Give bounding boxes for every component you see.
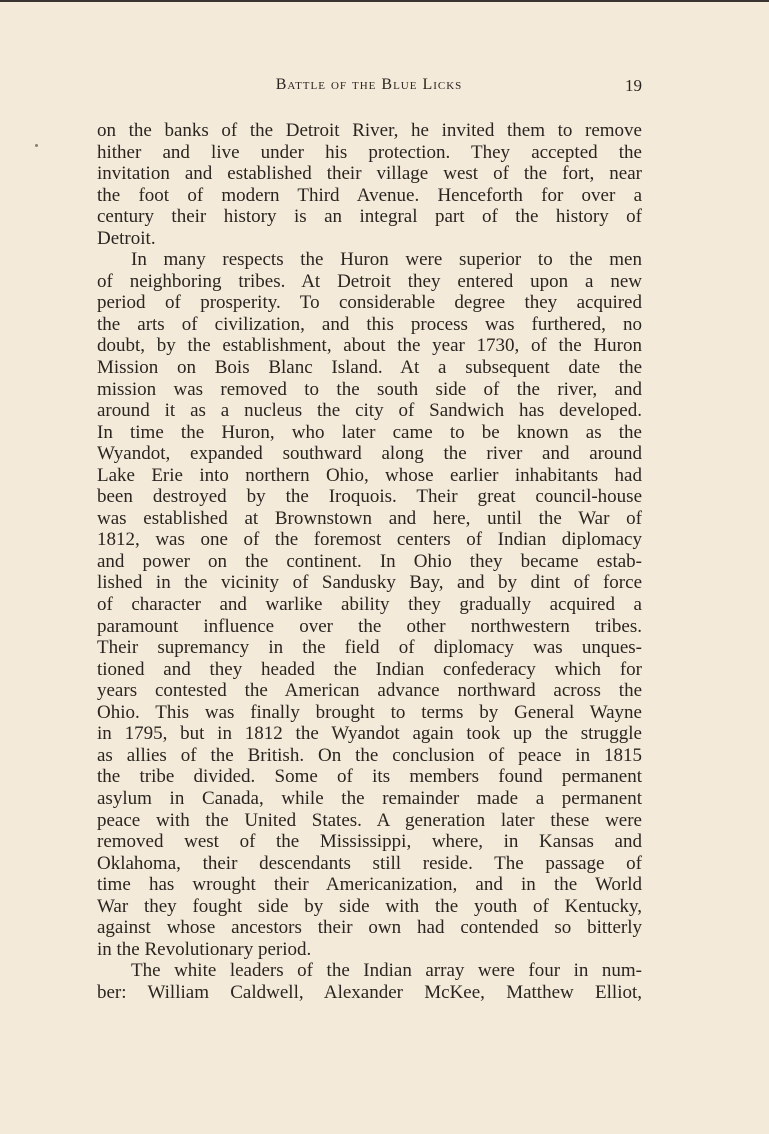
text-line: In many respects the Huron were superior to the men	[131, 249, 642, 271]
body-text	[97, 120, 642, 1003]
text-line: in 1795, but in 1812 the Wyandot again took up the struggle	[97, 723, 642, 745]
text-line: the foot of modern Third Avenue. Henceforth for over a	[97, 184, 642, 206]
text-line: Mission on Bois Blanc Island. At a subsequent date the	[97, 357, 642, 379]
text-line: tioned and they headed the Indian confederacy which for	[97, 658, 642, 680]
text-line: was established at Brownstown and here, until the War of	[97, 507, 642, 529]
text-line: Detroit.	[97, 227, 156, 249]
text-line: Lake Erie into northern Ohio, whose earlier inhabitants had	[97, 464, 642, 486]
text-line: In time the Huron, who later came to be known as the	[97, 421, 642, 443]
text-line: time has wrought their Americanization, and in the World	[97, 874, 642, 896]
paper-speck	[35, 144, 38, 147]
text-line: on the banks of the Detroit River, he invited them to remove	[97, 120, 642, 141]
page-top-edge	[0, 0, 769, 2]
text-line: been destroyed by the Iroquois. Their great council-house	[97, 486, 642, 508]
text-line: 1812, was one of the foremost centers of Indian diplomacy	[97, 529, 642, 551]
text-line: years contested the American advance northward across the	[97, 680, 642, 702]
text-line: the tribe divided. Some of its members found permanent	[97, 766, 642, 788]
text-line: Their supremancy in the field of diplomacy was unques-	[97, 637, 642, 659]
text-line: of character and warlike ability they gradually acquired a	[97, 594, 642, 616]
text-line: and power on the continent. In Ohio they became estab-	[97, 550, 642, 572]
text-line: against whose ancestors their own had contended so bitterly	[97, 917, 642, 939]
text-line: The white leaders of the Indian array were four in num-	[131, 960, 642, 982]
text-line: peace with the United States. A generation later these were	[97, 809, 642, 831]
text-line: War they fought side by side with the youth of Kentucky,	[97, 895, 642, 917]
text-line: century their history is an integral part of the history of	[97, 206, 642, 228]
text-line: removed west of the Mississippi, where, in Kansas and	[97, 831, 642, 853]
text-line: lished in the vicinity of Sandusky Bay, and by dint of force	[97, 572, 642, 594]
text-line: ber: William Caldwell, Alexander McKee, Matthew Elliot,	[97, 981, 642, 1003]
text-line: in the Revolutionary period.	[97, 938, 312, 960]
text-line: Ohio. This was finally brought to terms by General Wayne	[97, 701, 642, 723]
text-line: around it as a nucleus the city of Sandwich has developed.	[97, 400, 642, 422]
text-line: Oklahoma, their descendants still reside. The passage of	[97, 852, 642, 874]
text-line: mission was removed to the south side of the river, and	[97, 378, 642, 400]
page-number: 19	[625, 76, 642, 95]
text-line: paramount influence over the other northwestern tribes.	[97, 615, 642, 637]
running-head: Battle of the Blue Licks	[275, 76, 463, 93]
text-line: of neighboring tribes. At Detroit they entered upon a new	[97, 270, 642, 292]
text-line: hither and live under his protection. They accepted the	[97, 141, 642, 163]
text-line: invitation and established their village west of the fort, near	[97, 163, 642, 185]
text-line: doubt, by the establishment, about the year 1730, of the Huron	[97, 335, 642, 357]
text-line: the arts of civilization, and this process was furthered, no	[97, 313, 642, 335]
text-line: period of prosperity. To considerable degree they acquired	[97, 292, 642, 314]
text-line: asylum in Canada, while the remainder made a permanent	[97, 787, 642, 809]
text-line: Wyandot, expanded southward along the river and around	[97, 443, 642, 465]
text-line: as allies of the British. On the conclusion of peace in 1815	[97, 744, 642, 766]
